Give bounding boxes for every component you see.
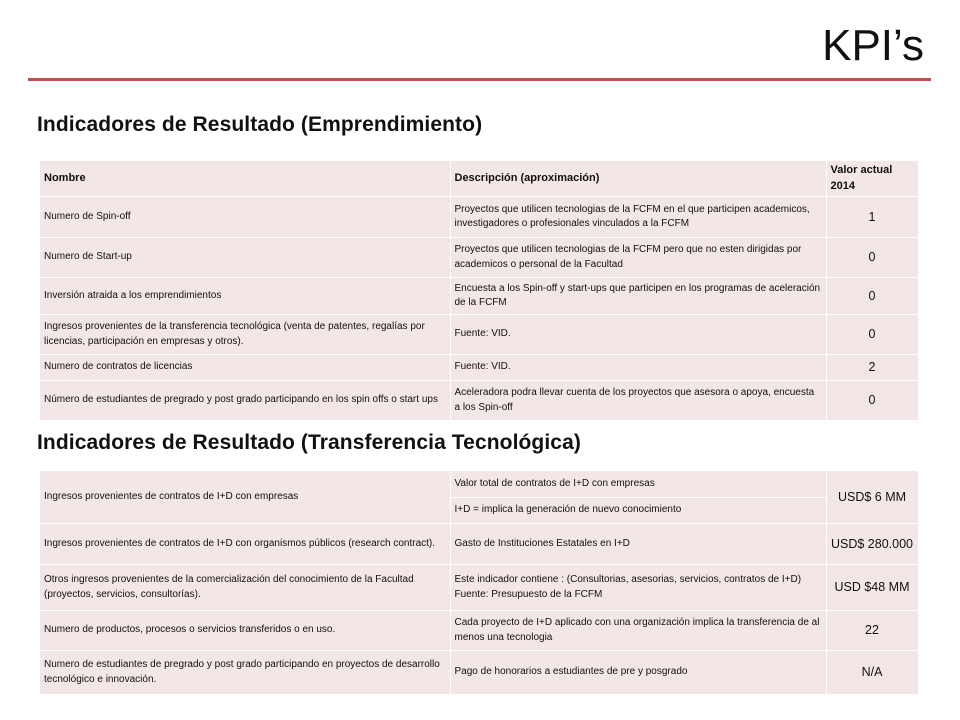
row-name: Inversión atraida a los emprendimientos <box>40 278 450 315</box>
section-heading-emprendimiento: Indicadores de Resultado (Emprendimiento) <box>37 113 483 136</box>
row-description: I+D = implica la generación de nuevo conocimiento <box>450 498 826 524</box>
table-row <box>40 611 918 651</box>
row-description: Fuente: VID. <box>450 315 826 355</box>
table-row <box>40 381 918 421</box>
row-value: 22 <box>826 611 918 651</box>
table-row <box>40 197 918 238</box>
row-value: USD $48 MM <box>826 565 918 611</box>
row-value: USD$ 6 MM <box>826 471 918 524</box>
row-description: Este indicador contiene : (Consultorias, asesorias, servicios, contratos de I+D) Fuente: Presupuesto de la FCFM <box>450 565 826 611</box>
table-row <box>40 524 918 565</box>
row-description: Valor total de contratos de I+D con empresas <box>450 471 826 498</box>
table-row <box>40 238 918 278</box>
row-value: 1 <box>826 197 918 238</box>
table-row <box>40 355 918 381</box>
row-name: Otros ingresos provenientes de la comercialización del conocimiento de la Facultad (proyectos, servicios, consultorías). <box>40 565 450 611</box>
table-row <box>40 565 918 611</box>
table-row <box>40 278 918 315</box>
row-name: Ingresos provenientes de contratos de I+D con organismos públicos (research contract). <box>40 524 450 565</box>
row-value: USD$ 280.000 <box>826 524 918 565</box>
row-value: 0 <box>826 238 918 278</box>
row-name: Número de estudiantes de pregrado y post grado participando en los spin offs o start ups <box>40 381 450 421</box>
row-value: 0 <box>826 315 918 355</box>
row-name: Numero de estudiantes de pregrado y post grado participando en proyectos de desarrollo tecnológico e innovación. <box>40 651 450 695</box>
row-value: 0 <box>826 278 918 315</box>
column-header-name: Nombre <box>40 161 450 197</box>
row-description: Pago de honorarios a estudiantes de pre y posgrado <box>450 651 826 695</box>
page-title: KPI’s <box>822 21 924 70</box>
column-header-description: Descripción (aproximación) <box>450 161 826 197</box>
section-heading-transferencia: Indicadores de Resultado (Transferencia Tecnológica) <box>37 431 581 454</box>
row-name: Ingresos provenientes de la transferencia tecnológica (venta de patentes, regalías por licencias, participación en empresas y otros). <box>40 315 450 355</box>
table-row <box>40 315 918 355</box>
row-description: Fuente: VID. <box>450 355 826 381</box>
table-row <box>40 651 918 695</box>
row-description: Cada proyecto de I+D aplicado con una organización implica la transferencia de al menos una tecnologia <box>450 611 826 651</box>
column-header-value: Valor actual 2014 <box>826 161 918 197</box>
row-name: Numero de Start-up <box>40 238 450 278</box>
kpi-table-emprendimiento <box>40 160 919 421</box>
table-row <box>40 471 918 498</box>
title-divider <box>28 78 931 81</box>
kpi-table-transferencia <box>40 470 919 695</box>
row-name: Ingresos provenientes de contratos de I+D con empresas <box>40 471 450 524</box>
row-value: 0 <box>826 381 918 421</box>
table-header-row <box>40 161 918 197</box>
row-name: Numero de Spin-off <box>40 197 450 238</box>
row-name: Numero de productos, procesos o servicios transferidos o en uso. <box>40 611 450 651</box>
row-value: N/A <box>826 651 918 695</box>
row-description: Gasto de Instituciones Estatales en I+D <box>450 524 826 565</box>
row-description: Aceleradora podra llevar cuenta de los proyectos que asesora o apoya, encuesta a los Spin-off <box>450 381 826 421</box>
row-name: Numero de contratos de licencias <box>40 355 450 381</box>
row-description: Encuesta a los Spin-off y start-ups que participen en los programas de aceleración de la FCFM <box>450 278 826 315</box>
row-description: Proyectos que utilicen tecnologias de la FCFM pero que no esten dirigidas por academicos o personal de la Facultad <box>450 238 826 278</box>
row-value: 2 <box>826 355 918 381</box>
row-description: Proyectos que utilicen tecnologias de la FCFM en el que participen academicos, investigadores o profesionales vinculados a la FCFM <box>450 197 826 238</box>
